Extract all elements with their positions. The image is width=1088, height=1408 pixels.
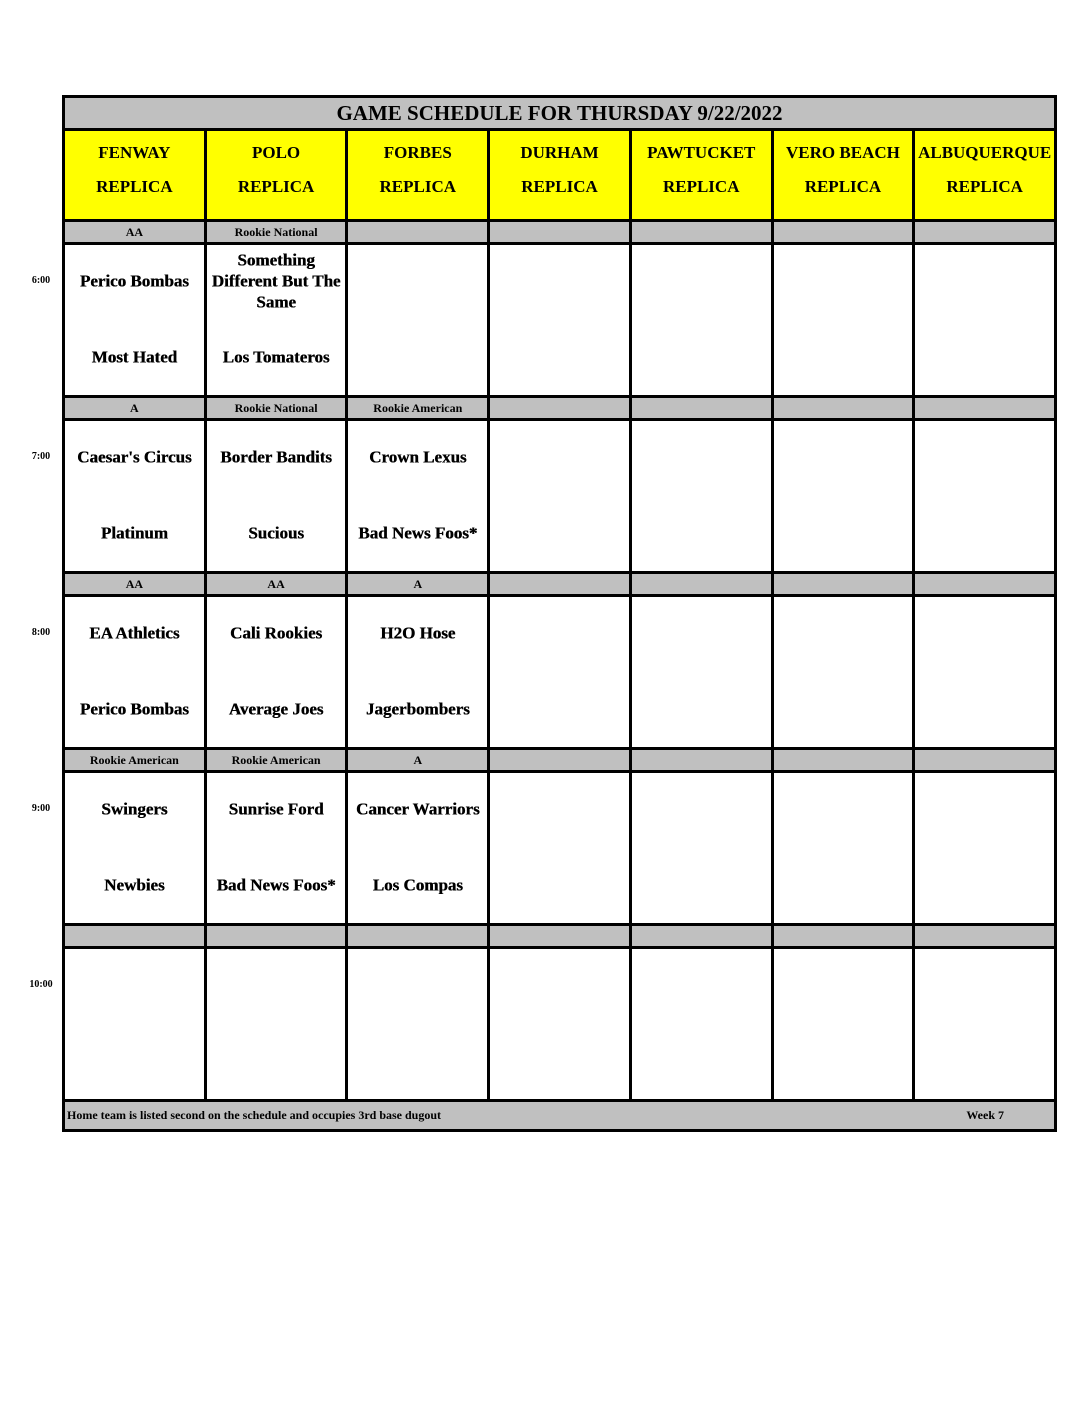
division-label <box>348 926 490 946</box>
home-team: Los Compas <box>372 875 463 895</box>
game-row <box>65 773 1054 926</box>
game-cell <box>490 597 632 747</box>
division-label <box>632 926 774 946</box>
division-label <box>207 926 349 946</box>
time-label: 7:00 <box>31 451 51 462</box>
game-row <box>65 245 1054 398</box>
game-cell <box>915 421 1054 571</box>
game-cell <box>632 597 774 747</box>
venue-name: FENWAY <box>98 143 171 162</box>
game-cell <box>632 773 774 923</box>
schedule-footer <box>65 1102 1054 1129</box>
venue-header <box>774 131 916 219</box>
division-label: AA <box>65 574 207 594</box>
home-team: Average Joes <box>228 699 324 719</box>
away-team: Something Different But The Same <box>211 250 341 312</box>
away-team: Border Bandits <box>220 447 332 467</box>
venue-subtitle: REPLICA <box>521 177 598 196</box>
time-label: 10:00 <box>29 979 53 990</box>
game-cell <box>207 949 349 1099</box>
division-row <box>65 398 1054 421</box>
away-team: Crown Lexus <box>369 447 467 467</box>
division-label <box>774 222 916 242</box>
game-cell <box>490 949 632 1099</box>
division-label <box>632 574 774 594</box>
division-label <box>348 222 490 242</box>
game-cell <box>348 245 490 395</box>
venue-header <box>632 131 774 219</box>
game-cell <box>348 773 490 923</box>
game-row <box>65 949 1054 1102</box>
game-cell <box>774 597 916 747</box>
division-label <box>632 222 774 242</box>
home-team: Newbies <box>104 875 165 895</box>
game-cell <box>490 245 632 395</box>
schedule-title: GAME SCHEDULE FOR THURSDAY 9/22/2022 <box>65 98 1054 131</box>
venue-name: FORBES <box>383 143 452 162</box>
venue-subtitle: REPLICA <box>96 177 173 196</box>
home-team: Perico Bombas <box>79 699 189 719</box>
division-label <box>774 574 916 594</box>
home-team: Los Tomateros <box>222 347 330 367</box>
away-team: Sunrise Ford <box>228 799 324 819</box>
venue-subtitle: REPLICA <box>237 177 315 196</box>
venue-subtitle: REPLICA <box>946 177 1023 196</box>
game-cell <box>207 773 349 923</box>
division-label <box>490 926 632 946</box>
time-label: 9:00 <box>31 803 51 814</box>
game-cell <box>774 421 916 571</box>
division-label: A <box>65 398 207 418</box>
division-label: Rookie American <box>65 750 207 770</box>
game-cell <box>915 597 1054 747</box>
venue-name: DURHAM <box>520 143 599 162</box>
game-cell <box>915 773 1054 923</box>
game-cell <box>65 597 207 747</box>
game-cell <box>65 421 207 571</box>
game-cell <box>774 245 916 395</box>
game-cell <box>207 421 349 571</box>
time-label: 8:00 <box>31 627 51 638</box>
home-team: Bad News Foos* <box>358 523 478 543</box>
away-team: Cancer Warriors <box>356 799 480 819</box>
game-cell <box>65 773 207 923</box>
home-team: Sucious <box>248 523 304 543</box>
venue-header <box>65 131 207 219</box>
game-cell <box>774 949 916 1099</box>
division-label <box>915 398 1054 418</box>
away-team: Cali Rookies <box>230 623 323 643</box>
game-cell <box>348 421 490 571</box>
division-row <box>65 222 1054 245</box>
game-cell <box>348 949 490 1099</box>
division-label <box>632 398 774 418</box>
venue-header <box>207 131 349 219</box>
division-label <box>774 926 916 946</box>
home-team: Platinum <box>100 523 168 543</box>
week-label: Week 7 <box>966 1108 1004 1122</box>
venue-header <box>348 131 490 219</box>
division-label <box>65 926 207 946</box>
division-label: AA <box>65 222 207 242</box>
division-label <box>915 574 1054 594</box>
game-cell <box>915 949 1054 1099</box>
away-team: Swingers <box>101 799 168 819</box>
division-label <box>774 750 916 770</box>
game-cell <box>348 597 490 747</box>
game-cell <box>915 245 1054 395</box>
away-team: H2O Hose <box>380 623 456 643</box>
home-team: Most Hated <box>91 347 178 367</box>
game-cell <box>632 421 774 571</box>
schedule-slots <box>65 222 1054 1102</box>
division-label <box>774 398 916 418</box>
division-label <box>490 222 632 242</box>
venue-subtitle: REPLICA <box>804 177 882 196</box>
game-cell <box>774 773 916 923</box>
division-label <box>915 926 1054 946</box>
venue-header <box>490 131 632 219</box>
footer-note: Home team is listed second on the schedule and occupies 3rd base dugout <box>67 1108 442 1122</box>
venue-header-row <box>65 131 1054 222</box>
venue-name: VERO BEACH <box>786 143 900 162</box>
division-label: Rookie American <box>348 398 490 418</box>
away-team: Perico Bombas <box>79 271 189 291</box>
game-cell <box>207 597 349 747</box>
venue-subtitle: REPLICA <box>662 177 740 196</box>
venue-subtitle: REPLICA <box>379 177 457 196</box>
division-label: A <box>348 574 490 594</box>
game-row <box>65 597 1054 750</box>
venue-name: POLO <box>251 143 301 162</box>
division-label <box>490 750 632 770</box>
game-cell <box>632 245 774 395</box>
game-row <box>65 421 1054 574</box>
venue-header <box>915 131 1054 219</box>
home-team: Jagerbombers <box>365 699 470 719</box>
game-cell <box>65 245 207 395</box>
away-team: Caesar's Circus <box>77 447 192 467</box>
division-row <box>65 750 1054 773</box>
division-label <box>490 398 632 418</box>
division-row <box>65 926 1054 949</box>
division-label <box>915 222 1054 242</box>
venue-name: ALBUQUERQUE <box>918 143 1052 162</box>
division-label <box>915 750 1054 770</box>
time-label: 6:00 <box>31 275 51 286</box>
game-cell <box>490 421 632 571</box>
division-label: AA <box>207 574 349 594</box>
division-label: Rookie American <box>207 750 349 770</box>
division-label: A <box>348 750 490 770</box>
venue-name: PAWTUCKET <box>647 143 756 162</box>
game-cell <box>65 949 207 1099</box>
away-team: EA Athletics <box>89 623 180 643</box>
game-cell <box>490 773 632 923</box>
home-team: Bad News Foos* <box>216 875 336 895</box>
division-row <box>65 574 1054 597</box>
division-label <box>490 574 632 594</box>
game-cell <box>632 949 774 1099</box>
division-label <box>632 750 774 770</box>
division-label: Rookie National <box>207 222 349 242</box>
game-cell <box>207 245 349 395</box>
schedule-sheet <box>62 95 1057 1132</box>
division-label: Rookie National <box>207 398 349 418</box>
